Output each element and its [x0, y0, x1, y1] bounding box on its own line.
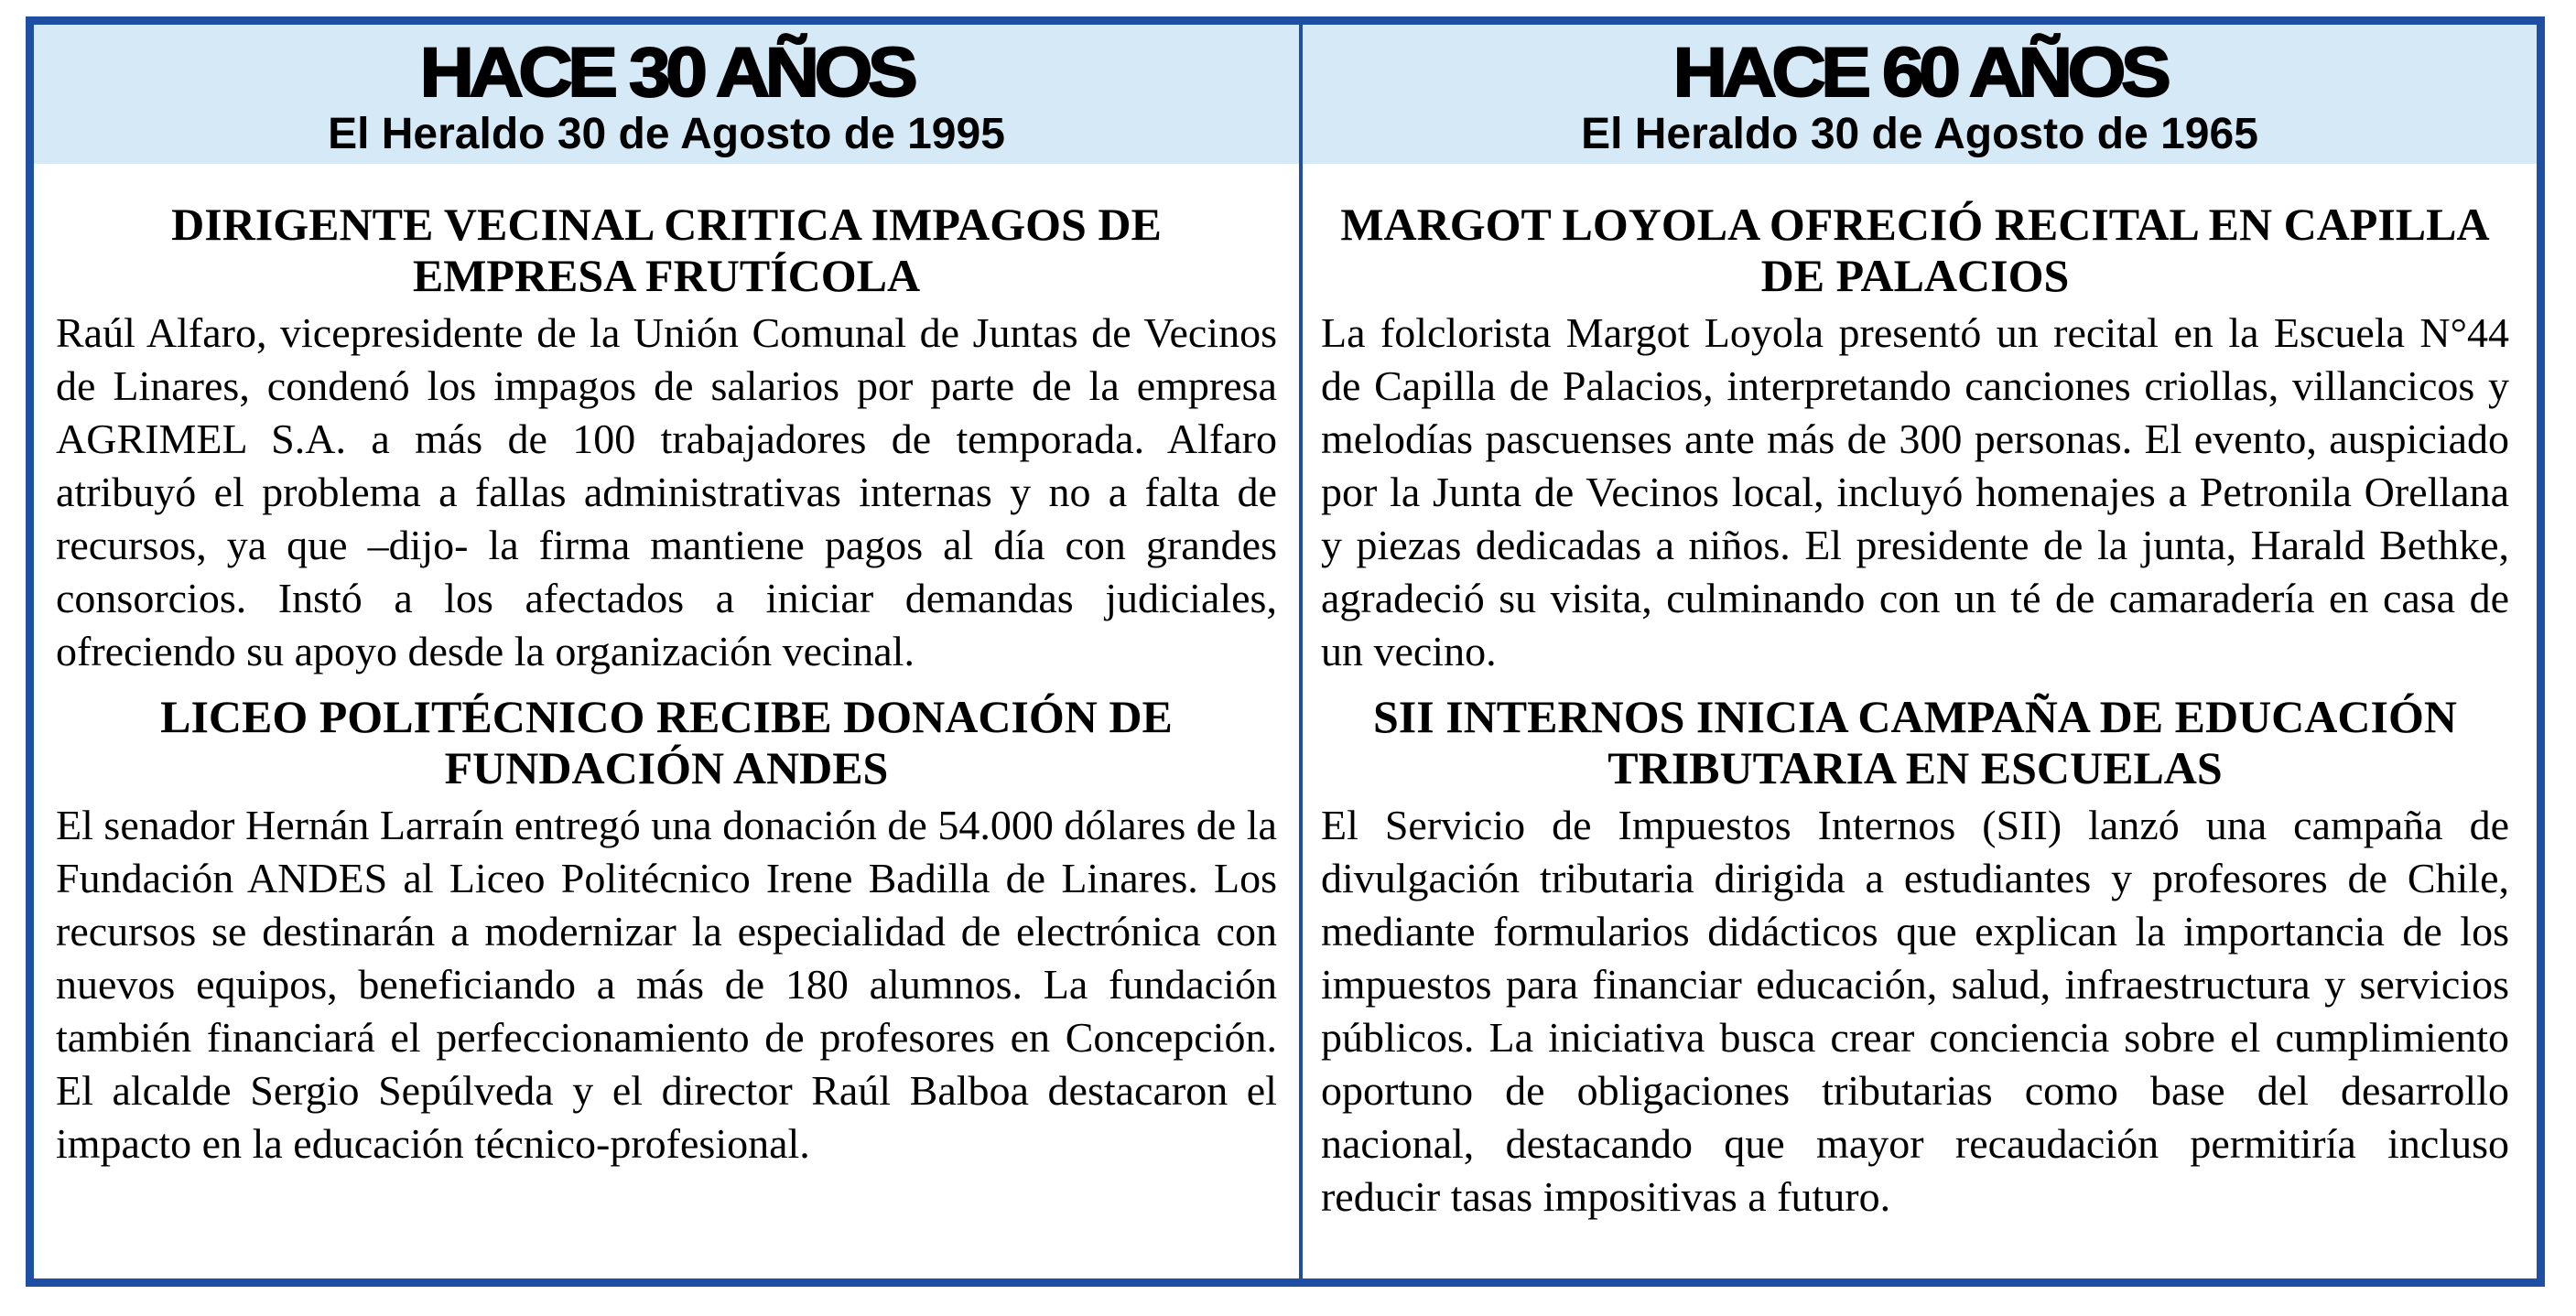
column-heading: HACE 30 AÑOS [419, 34, 914, 112]
newspaper-box [26, 16, 2545, 1287]
column-body [1303, 164, 2537, 1224]
column-subheading: El Heraldo 30 de Agosto de 1965 [1581, 110, 2258, 158]
article-text: El senador Hernán Larraín entregó una donación de 54.000 dólares de la Fundación ANDES al Liceo Politécnico Irene Badilla de Linares. Los recursos se destinarán a modernizar la especialidad de electrónica con nuevos equipos, beneficiando a más de 180 alumnos. La fundación también financiará el perfeccionamiento de profesores en Concepción. El alcalde Sergio Sepúlveda y el director Raúl Balboa destacaron el impacto en la educación técnico-profesional. [56, 802, 1277, 1167]
article-title: DIRIGENTE VECINAL CRITICA IMPAGOS DE EMPRESA FRUTÍCOLA [171, 199, 1162, 301]
article-title: MARGOT LOYOLA OFRECIÓ RECITAL EN CAPILLA DE PALACIOS [1340, 199, 2490, 301]
article-title: LICEO POLITÉCNICO RECIBE DONACIÓN DE FUNDACIÓN ANDES [160, 691, 1173, 793]
article-text: La folclorista Margot Loyola presentó un recital en la Escuela N°44 de Capilla de Palacios, interpretando canciones criollas, villancicos y melodías pascuenses ante más de 300 personas. El evento, auspiciado por la Junta de Vecinos local, incluyó homenajes a Petronila Orellana y piezas dedicadas a niños. El presidente de la junta, Harald Bethke, agradeció su visita, culminando con un té de camaradería en casa de un vecino. [1320, 309, 2509, 674]
column-subheading: El Heraldo 30 de Agosto de 1995 [328, 110, 1005, 158]
column-30-years [34, 25, 1299, 1278]
article [1321, 691, 2509, 1224]
article-text: Raúl Alfaro, vicepresidente de la Unión Comunal de Juntas de Vecinos de Linares, condenó los impagos de salarios por parte de la empresa AGRIMEL S.A. a más de 100 trabajadores de temporada. Alfaro atribuyó el problema a fallas administrativas internas y no a falta de recursos, ya que –dijo- la firma mantiene pagos al día con grandes consorcios. Instó a los afectados a iniciar demandas judiciales, ofreciendo su apoyo desde la organización vecinal. [56, 309, 1277, 674]
column-body [34, 164, 1299, 1170]
column-header [34, 25, 1299, 164]
article [56, 199, 1277, 678]
article [56, 691, 1277, 1170]
column-header [1303, 25, 2537, 164]
article-title: SII INTERNOS INICIA CAMPAÑA DE EDUCACIÓN TRIBUTARIA EN ESCUELAS [1373, 691, 2457, 793]
column-60-years [1303, 25, 2537, 1278]
column-heading: HACE 60 AÑOS [1672, 34, 2167, 112]
article-text: El Servicio de Impuestos Internos (SII) lanzó una campaña de divulgación tributaria dirigida a estudiantes y profesores de Chile, mediante formularios didácticos que explican la importancia de los impuestos para financiar educación, salud, infraestructura y servicios públicos. La iniciativa busca crear conciencia sobre el cumplimiento oportuno de obligaciones tributarias como base del desarrollo nacional, destacando que mayor recaudación permitiría incluso reducir tasas impositivas a futuro. [1320, 802, 2509, 1220]
article [1321, 199, 2509, 678]
